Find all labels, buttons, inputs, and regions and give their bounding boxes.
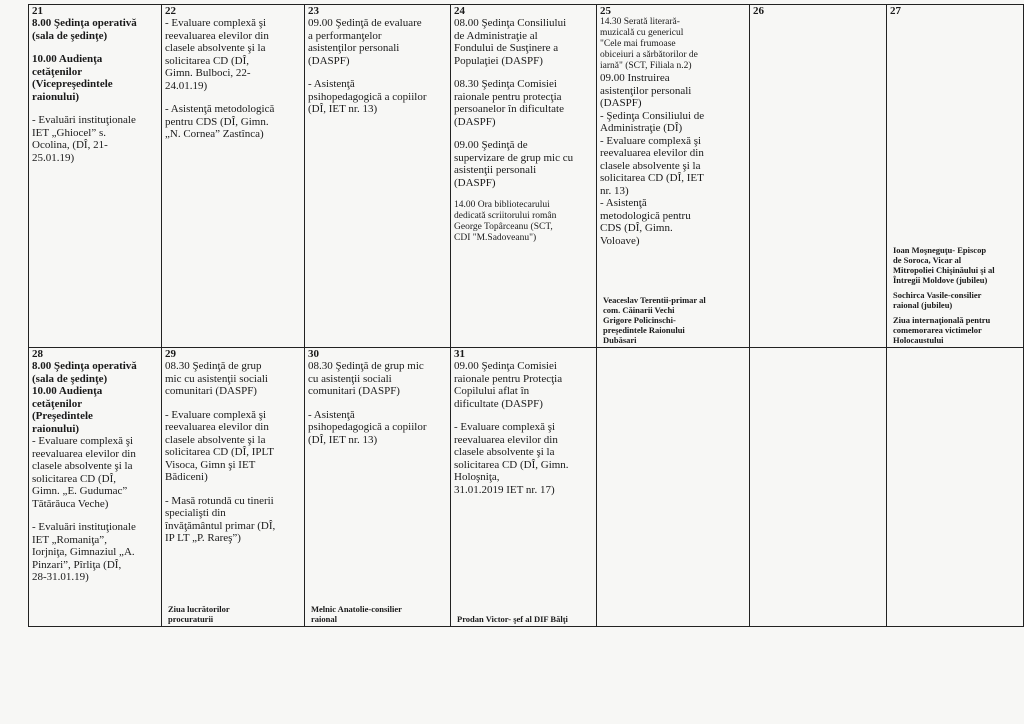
day-number: 23 — [308, 5, 319, 17]
event-entry: 08.30 Şedinţă de grup mic cu asistenţii sociali comunitari (DASPF) — [308, 360, 424, 397]
anniversary-notes — [311, 604, 444, 624]
event-entry: - Masă rotundă cu tinerii specialişti din învăţământul primar (DÎ, IP LT „P. Rareş”) — [165, 494, 276, 544]
anniversary-note: Melnic Anatolie-consilier raional — [311, 604, 402, 624]
event-entry: 08.30 Şedinţă de grup mic cu asistenţii sociali comunitari (DASPF) — [165, 360, 268, 397]
day-cell-content — [753, 6, 883, 346]
anniversary-note: Veaceslav Terentii-primar al com. Căinarii Vechi Grigore Policinschi- preşedintele Raionului Dubăsari — [603, 295, 706, 345]
anniversary-note: Sochirca Vasile-consilier raional (jubileu) — [893, 290, 982, 310]
event-entry: 8.00 Şedinţa operativă (sala de şedinţe) — [32, 17, 137, 42]
day-cell-content — [600, 349, 746, 625]
event-entry: - Evaluare complexă şi reevaluarea elevilor din clasele absolvente şi la solicitarea CD (DÎ, IPLT Visoca, Gimn şi IET Bădiceni) — [165, 408, 274, 483]
day-cell — [887, 5, 1024, 348]
calendar-week-row — [29, 348, 1024, 627]
anniversary-notes — [893, 245, 1017, 345]
event-entry: 10.00 Audienţa cetăţenilor (Vicepreşedintele raionului) — [32, 53, 113, 103]
day-number: 22 — [165, 5, 176, 17]
event-entry: - Evaluare complexă şi reevaluarea elevilor din clasele absolvente şi la solicitarea CD (DÎ, Gimn. Holoşniţa, 31.01.2019 IET nr. 17) — [454, 421, 569, 496]
anniversary-note: Ziua internaţională pentru comemorarea victimelor Holocaustului — [893, 315, 991, 345]
day-number: 25 — [600, 5, 611, 17]
event-entry: 08.00 Şedinţa Consiliului de Administraţie al Fondului de Susţinere a Populaţiei (DASPF) — [454, 17, 567, 67]
day-number: 26 — [753, 5, 764, 17]
day-number: 24 — [454, 5, 465, 17]
event-entry: - Evaluare complexă şi reevaluarea elevilor din clasele absolvente şi la solicitarea CD (DÎ, Gimn. Bulboci, 22- 24.01.19) — [165, 17, 269, 92]
anniversary-note: Ioan Moşneguţu- Episcop de Soroca, Vicar al Mitropoliei Chişinăului şi al Întregii Moldove (jubileu) — [893, 245, 995, 285]
day-cell-content — [600, 6, 746, 346]
event-entry: 8.00 Şedinţa operativă (sala de şedinţe) 10.00 Audienţa cetăţenilor (Preşedintele raionului) — [32, 360, 137, 435]
anniversary-notes — [168, 604, 298, 624]
event-entry: - Asistenţă psihopedagogică a copiilor (DÎ, IET nr. 13) — [308, 408, 427, 446]
anniversary-note: Ziua lucrătorilor procuraturii — [168, 604, 230, 624]
day-number: 29 — [165, 348, 176, 360]
day-cell-content — [454, 6, 593, 346]
day-number: 31 — [454, 348, 465, 360]
day-cell — [597, 348, 750, 627]
anniversary-notes — [603, 295, 743, 345]
day-cell — [451, 5, 597, 348]
day-cell — [162, 5, 305, 348]
event-entry: - Asistenţă psihopedagogică a copiilor (DÎ, IET nr. 13) — [308, 78, 427, 115]
day-cell — [750, 348, 887, 627]
day-cell-content — [32, 6, 158, 346]
day-cell — [29, 348, 162, 627]
event-entry: - Evaluări instituţionale IET „Romaniţa”, Iorjniţa, Gimnaziul „A. Pinzari”, Pîrliţa (DÎ, 28-31.01.19) — [32, 521, 136, 583]
event-entry: 08.30 Şedinţa Comisiei raionale pentru protecţia persoanelor în dificultate (DASPF) — [454, 78, 564, 128]
day-cell — [305, 5, 451, 348]
event-entry: - Evaluări instituţionale IET „Ghiocel” s. Ocolina, (DÎ, 21- 25.01.19) — [32, 114, 136, 164]
event-entry: 09.00 Şedinţă de evaluare a performanţelor asistenţilor personali (DASPF) — [308, 17, 422, 67]
event-entry: 14.00 Ora bibliotecarului dedicată scriitorului român George Topârceanu (SCT, CDI "M.Sadoveanu") — [454, 200, 557, 243]
day-cell — [451, 348, 597, 627]
day-cell-content — [890, 6, 1020, 346]
day-number: 30 — [308, 348, 319, 360]
event-entry: 09.00 Şedinţa Comisiei raionale pentru Protecţia Copilului aflat în dificultate (DASPF) — [454, 360, 563, 410]
event-entry: - Evaluare complexă şi reevaluarea elevilor din clasele absolvente şi la solicitarea CD (DÎ, Gimn. „E. Gudumac” Tătărăuca Veche) — [32, 435, 136, 510]
day-cell-content — [454, 349, 593, 625]
day-number: 21 — [32, 5, 43, 17]
event-entry: 14.30 Serată literară- muzicală cu genericul "Cele mai frumoase obiceiuri a sărbătorilor de iarnă" (SCT, Filiala n.2) — [600, 17, 698, 71]
day-cell — [162, 348, 305, 627]
day-number: 28 — [32, 348, 43, 360]
day-cell — [887, 348, 1024, 627]
day-number: 27 — [890, 5, 901, 17]
day-cell — [597, 5, 750, 348]
day-cell — [29, 5, 162, 348]
event-calendar-table — [28, 4, 1024, 627]
day-cell — [750, 5, 887, 348]
day-cell-content — [165, 349, 301, 625]
day-cell-content — [753, 349, 883, 625]
day-cell-content — [308, 349, 447, 625]
anniversary-notes — [457, 614, 590, 624]
anniversary-note: Prodan Victor- şef al DIF Bălţi — [457, 614, 568, 624]
event-entry: 09.00 Instruirea asistenţilor personali (DASPF) - Şedinţa Consiliului de Administraţie (DÎ) - Evaluare complexă şi reevaluarea elevilor din clasele absolvente şi la solicitarea CD (DÎ, IET nr. 13) - Asistenţă metodologică pentru CDS (DÎ, Gimn. Voloave) — [600, 72, 705, 247]
day-cell-content — [165, 6, 301, 346]
calendar-week-row — [29, 5, 1024, 348]
event-entry: - Asistenţă metodologică pentru CDS (DÎ, Gimn. „N. Cornea” Zastînca) — [165, 103, 275, 140]
day-cell-content — [308, 6, 447, 346]
day-cell-content — [890, 349, 1020, 625]
day-cell-content — [32, 349, 158, 625]
event-entry: 09.00 Şedinţă de supervizare de grup mic cu asistenţii personali (DASPF) — [454, 139, 574, 189]
day-cell — [305, 348, 451, 627]
